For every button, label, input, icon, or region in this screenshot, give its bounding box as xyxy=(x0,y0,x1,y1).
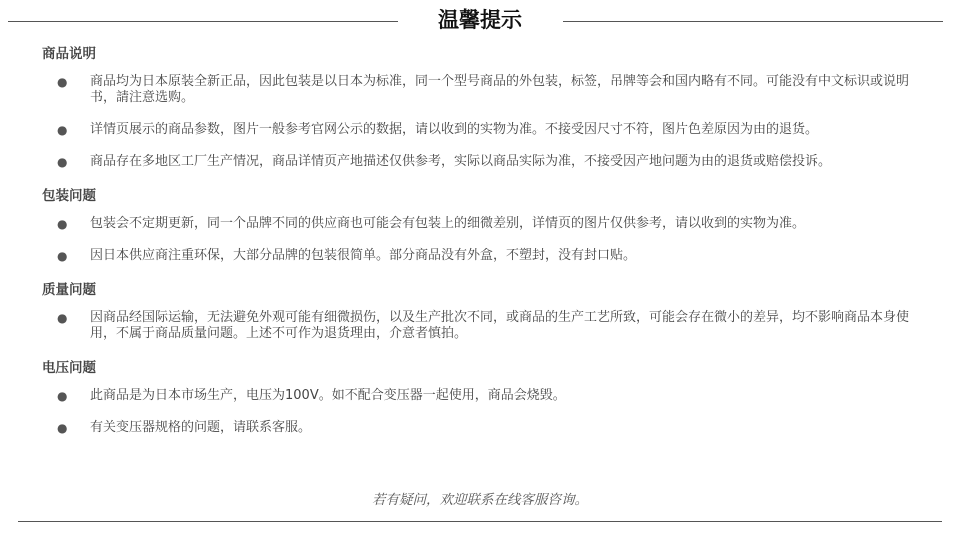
bullet-icon: ● xyxy=(57,389,68,403)
list-item xyxy=(42,310,922,342)
list-item-text: 因日本供应商注重环保，大部分品牌的包装很简单。部分商品没有外盒，不塑封，没有封口贴。 xyxy=(90,248,637,263)
title-divider-right xyxy=(563,21,943,22)
list-item xyxy=(42,216,922,232)
list-item xyxy=(42,154,922,170)
footer-note: 若有疑问，欢迎联系在线客服咨询。 xyxy=(372,492,588,508)
section-list xyxy=(42,310,922,342)
bullet-icon: ● xyxy=(57,155,68,169)
title-divider-left xyxy=(8,21,398,22)
list-item-text: 因商品经国际运输，无法避免外观可能有细微损伤，以及生产批次不同，或商品的生产工艺所致，可能会存在微小的差异，均不影响商品本身使用，不属于商品质量问题。上述不可作为退货理由，介意者慎拍。 xyxy=(90,310,910,341)
list-item-text: 有关变压器规格的问题，请联系客服。 xyxy=(90,420,312,435)
list-item-text: 此商品是为日本市场生产，电压为100V。如不配合变压器一起使用，商品会烧毁。 xyxy=(90,388,566,403)
bullet-icon: ● xyxy=(57,217,68,231)
section-heading: 商品说明 xyxy=(42,46,96,62)
list-item-text: 详情页展示的商品参数，图片一般参考官网公示的数据，请以收到的实物为准。不接受因尺寸不符，图片色差原因为由的退货。 xyxy=(90,122,819,137)
section-list xyxy=(42,216,922,264)
section-list xyxy=(42,388,922,436)
bullet-icon: ● xyxy=(57,75,68,89)
bullet-icon: ● xyxy=(57,249,68,263)
list-item xyxy=(42,122,922,138)
section-heading: 电压问题 xyxy=(42,360,96,376)
list-item xyxy=(42,388,922,404)
notice-content xyxy=(42,44,922,452)
section-heading: 包装问题 xyxy=(42,188,96,204)
bullet-icon: ● xyxy=(57,123,68,137)
section-heading: 质量问题 xyxy=(42,282,96,298)
bullet-icon: ● xyxy=(57,421,68,435)
page-title: 温馨提示 xyxy=(438,8,522,32)
footer-divider xyxy=(18,521,942,522)
bullet-icon: ● xyxy=(57,311,68,325)
list-item xyxy=(42,420,922,436)
section-list xyxy=(42,74,922,170)
list-item xyxy=(42,248,922,264)
list-item-text: 商品均为日本原装全新正品，因此包装是以日本为标准，同一个型号商品的外包装，标签，吊牌等会和国内略有不同。可能没有中文标识或说明书，請注意选购。 xyxy=(90,74,910,105)
title-row xyxy=(0,6,960,36)
list-item xyxy=(42,74,922,106)
list-item-text: 包装会不定期更新，同一个品牌不同的供应商也可能会有包装上的细微差别，详情页的图片仅供参考，请以收到的实物为准。 xyxy=(90,216,806,231)
list-item-text: 商品存在多地区工厂生产情况，商品详情页产地描述仅供参考，实际以商品实际为准，不接受因产地问题为由的退货或赔偿投诉。 xyxy=(90,154,832,169)
